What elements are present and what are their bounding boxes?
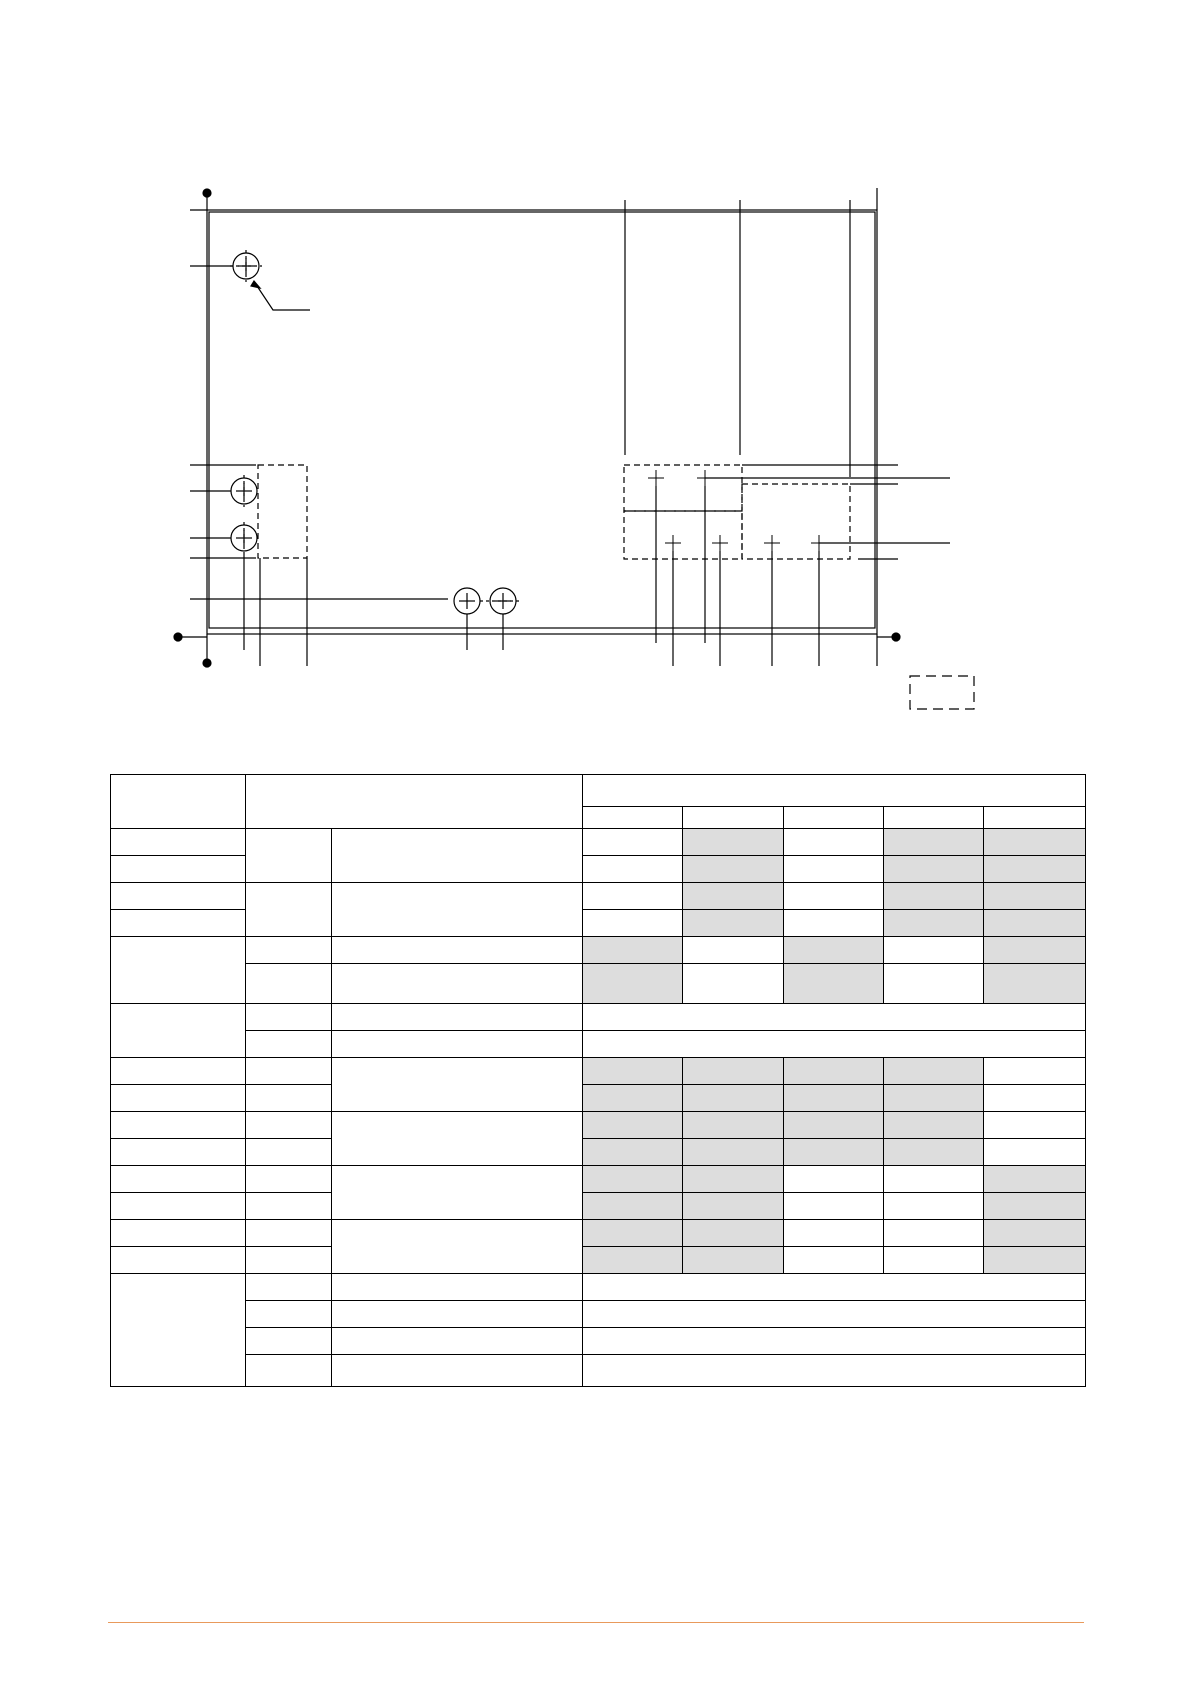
mounting-hole-left-lower [231,522,257,554]
mechanical-drawing [0,0,1190,760]
dashed-region-right-wide [742,484,850,559]
dashed-region-right-bottom [624,511,742,559]
table-row [111,1193,1086,1220]
spec-table [110,774,1086,1387]
table-row [111,1355,1086,1387]
dashed-region-left [258,465,307,558]
table-row [111,937,1086,964]
footer-rule [108,1622,1084,1623]
table-row [111,1328,1086,1355]
table-row [111,1139,1086,1166]
table-row [111,1112,1086,1139]
mounting-hole-bottom-1 [454,588,480,614]
table-row [111,1301,1086,1328]
legend-dashed-box [910,676,974,709]
table-row [111,1166,1086,1193]
header-cell [111,775,246,829]
dashed-region-right-top [624,465,742,511]
table-row [111,1058,1086,1085]
table-row [111,883,1086,910]
header-cell [583,775,1086,807]
table-row [111,1004,1086,1031]
board-outline-inner [209,212,875,628]
mounting-hole-top-left [230,250,262,282]
table-row [111,964,1086,1004]
table-header-row [111,775,1086,807]
table-row [111,1085,1086,1112]
table-row [111,829,1086,856]
header-cell [246,775,583,829]
table-row [111,1031,1086,1058]
table-row [111,1274,1086,1301]
table-row [111,1247,1086,1274]
mounting-hole-bottom-2 [480,588,522,614]
table-row [111,1220,1086,1247]
mounting-hole-left-upper [231,475,257,507]
